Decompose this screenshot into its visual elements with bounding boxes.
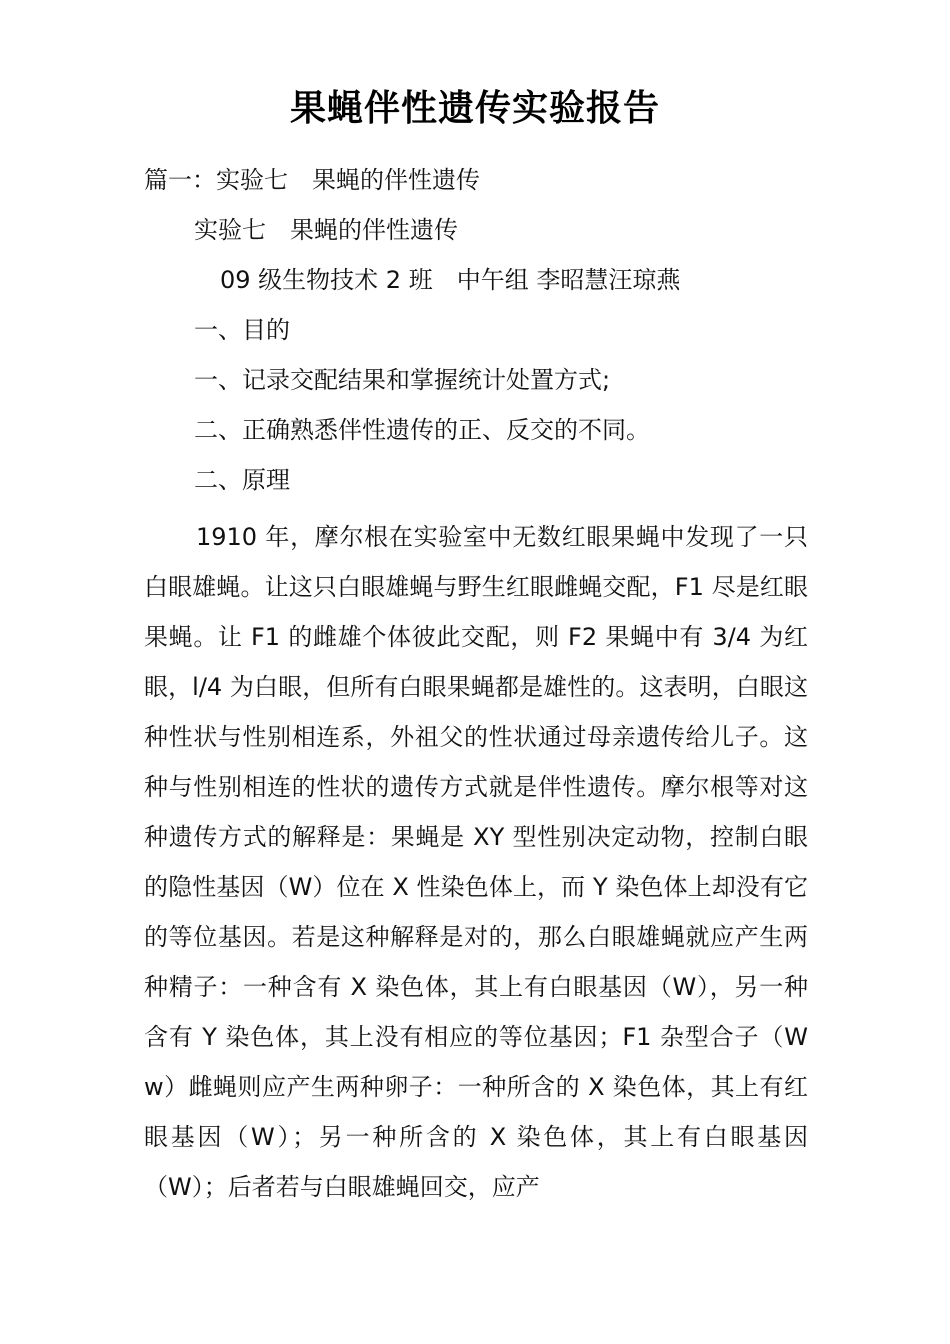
principle-paragraph: 1910 年，摩尔根在实验室中无数红眼果蝇中发现了一只白眼雄蝇。让这只白眼雄蝇与野生红眼雌蝇交配，F1 尽是红眼果蝇。让 F1 的雌雄个体彼此交配，则 F2 果蝇中有 3/4 为红眼，l/4 为白眼，但所有白眼果蝇都是雄性的。这表明，白眼这种性状与性别相连系，外祖父的性状通过母亲遗传给儿子。这种与性别相连的性状的遗传方式就是伴性遗传。摩尔根等对这种遗传方式的解释是：果蝇是 XY 型性别决定动物，控制白眼的隐性基因（W）位在 X 性染色体上，而 Y 染色体上却没有它的等位基因。若是这种解释是对的，那么白眼雄蝇就应产生两种精子：一种含有 X 染色体，其上有白眼基因（W），另一种含有 Y 染色体，其上没有相应的等位基因；F1 杂型合子（Ww）雌蝇则应产生两种卵子：一种所含的 X 染色体，其上有红眼基因（W）；另一种所含的 X 染色体，其上有白眼基因（W）；后者若与白眼雄蝇回交，应产 xyxy=(144,523,808,1201)
purpose-item-1: 一、记录交配结果和掌握统计处置方式; xyxy=(194,366,611,394)
purpose-item-2: 二、正确熟悉伴性遗传的正、反交的不同。 xyxy=(194,416,650,444)
heading-purpose: 一、目的 xyxy=(194,316,290,344)
document-title: 果蝇伴性遗传实验报告 xyxy=(289,87,660,129)
heading-principle: 二、原理 xyxy=(194,466,290,494)
section-heading-part-one: 篇一：实验七 果蝇的伴性遗传 xyxy=(144,166,480,194)
author-line: 09 级生物技术 2 班 中午组 李昭慧汪琼燕 xyxy=(220,266,681,294)
experiment-title: 实验七 果蝇的伴性遗传 xyxy=(194,216,458,244)
